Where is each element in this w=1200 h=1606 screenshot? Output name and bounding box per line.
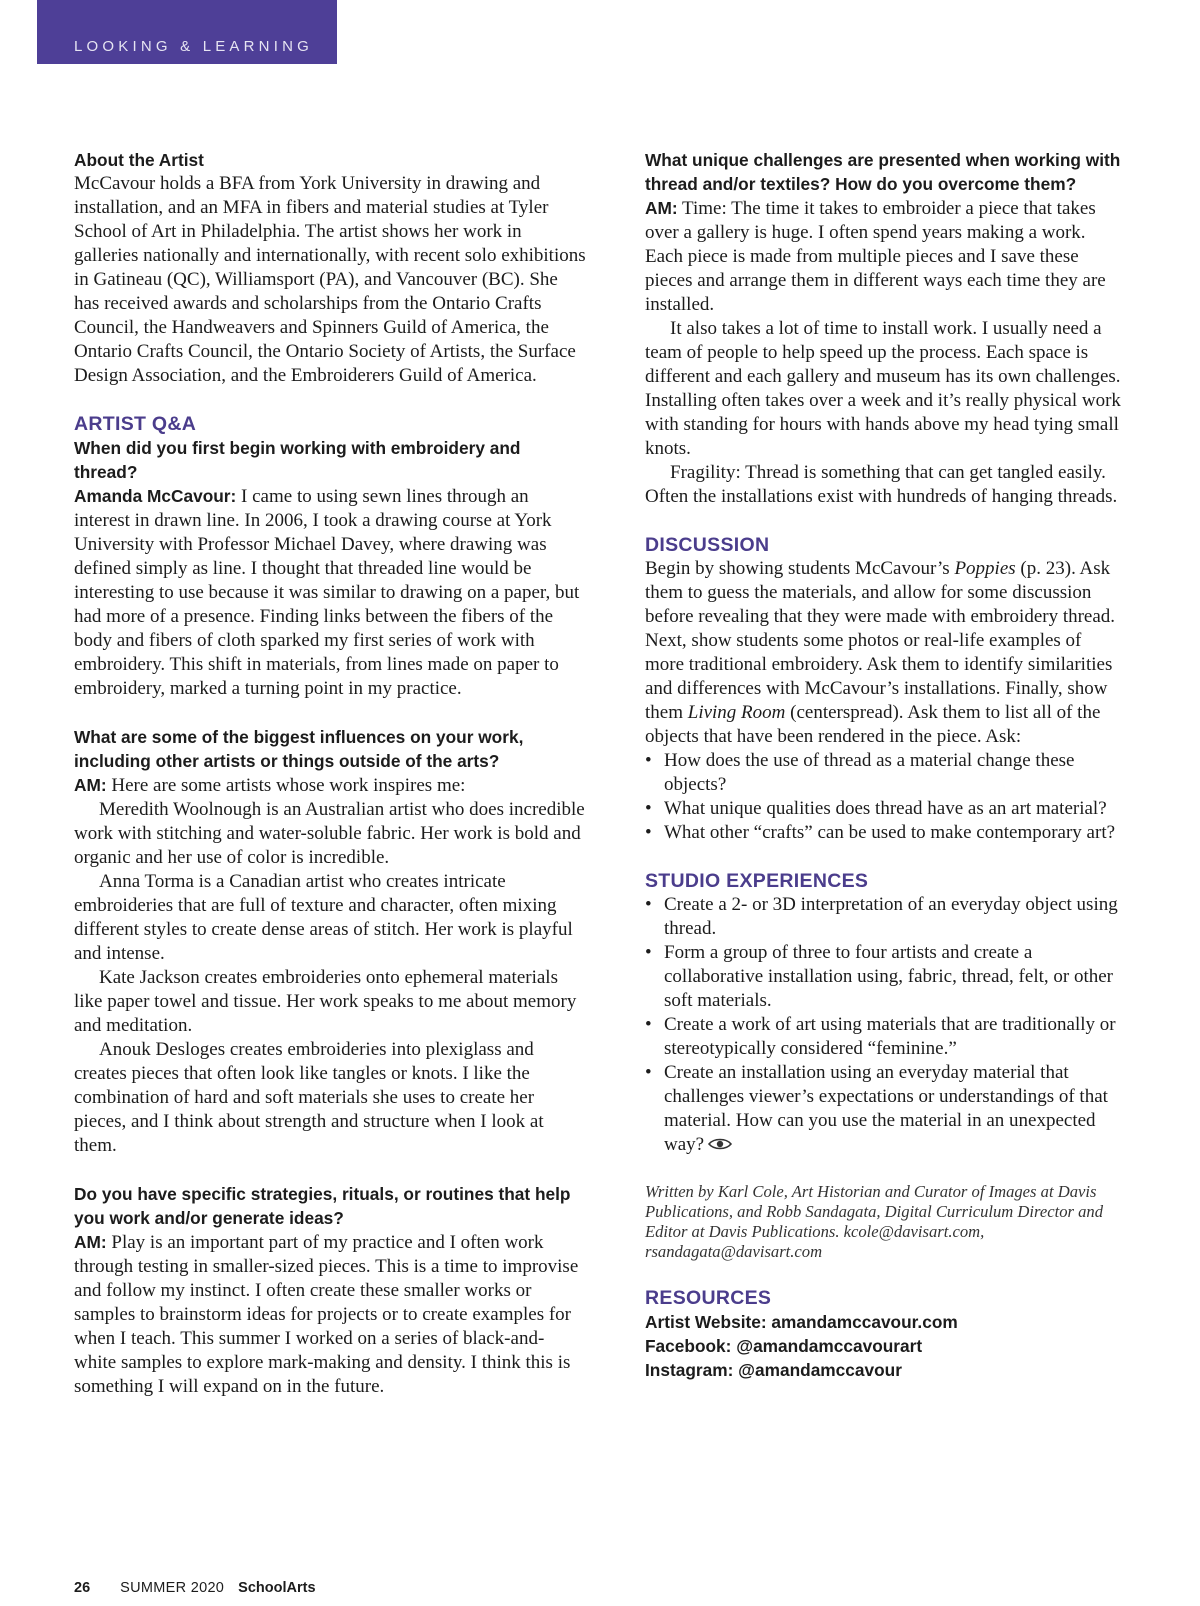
issue-label: SUMMER 2020 — [120, 1580, 225, 1596]
author-credits: Written by Karl Cole, Art Historian and Curator of Images at Davis Publications, and Robb Sandagata, Digital Curriculum Director and Editor at Davis Publications. kcole@davisart.com, rsandagata@davisart.com — [645, 1181, 1104, 1261]
discussion-intro-part: Begin by showing students McCavour’s — [645, 558, 955, 579]
q2-paragraph: Meredith Woolnough is an Australian artist who does incredible work with stitching and water-soluble fabric. Her work is bold and organic and her use of color is incredible. — [74, 799, 585, 868]
q3-speaker: AM: — [74, 1232, 107, 1252]
q4-answer — [645, 196, 1125, 317]
q4-speaker: AM: — [645, 198, 678, 218]
q1-speaker: Amanda McCavour: — [74, 486, 237, 506]
eye-icon — [708, 1134, 732, 1158]
about-text: McCavour holds a BFA from York University in drawing and installation, and an MFA in fibers and material studies at Tyler School of Art in Philadelphia. The artist shows her work in galleries nationally and internationally, with recent solo exhibitions in Gatineau (QC), Williamsport (PA), and Vancouver (BC). She has received awards and scholarships from the Ontario Crafts Council, the Handweavers and Spinners Guild of America, the Ontario Crafts Council, the Ontario Society of Artists, the Surface Design Association, and the Embroiderers Guild of America. — [74, 173, 586, 386]
resource-facebook[interactable]: Facebook: @amandamccavourart — [645, 1335, 923, 1356]
discussion-questions — [645, 749, 1125, 845]
list-item: • Create a 2- or 3D interpretation of an everyday object using thread. — [645, 893, 1125, 941]
q2-paragraph: Anouk Desloges creates embroideries into plexiglass and creates pieces that often look like tangles or knots. I like the combination of hard and soft materials she uses to create her pieces, and I think about strength and structure when I look at them. — [74, 1039, 544, 1156]
resource-instagram[interactable]: Instagram: @amandamccavour — [645, 1359, 902, 1380]
qa-heading: ARTIST Q&A — [74, 413, 197, 435]
artwork-title-living-room: Living Room — [687, 702, 786, 723]
page-number: 26 — [74, 1580, 91, 1596]
discussion-heading: DISCUSSION — [645, 534, 770, 556]
q4-answer-text: Time: The time it takes to embroider a piece that takes over a gallery is huge. I often spend years making a work. Each piece is made from multiple pieces and I save these pieces and arrange them in different ways each time they are installed. — [645, 198, 1106, 315]
discussion-intro — [645, 557, 1125, 749]
q1-answer — [74, 484, 586, 701]
about-heading: About the Artist — [74, 150, 204, 170]
studio-items — [645, 893, 1125, 1158]
magazine-name: SchoolArts — [238, 1580, 316, 1596]
q1-question: When did you first begin working with embroidery and thread? — [74, 438, 521, 482]
section-header-label: LOOKING & LEARNING — [74, 38, 313, 55]
q2-paragraph: Anna Torma is a Canadian artist who creates intricate embroideries that are full of texture and character, often mixing different styles to create dense areas of stitch. Her work is playful and intense. — [74, 871, 573, 964]
list-item: • What other “crafts” can be used to make contemporary art? — [645, 821, 1125, 845]
right-column — [645, 148, 1125, 1382]
resource-website[interactable]: Artist Website: amandamccavour.com — [645, 1311, 958, 1332]
list-item: • What unique qualities does thread have as an art material? — [645, 797, 1125, 821]
studio-heading: STUDIO EXPERIENCES — [645, 870, 869, 892]
q3-answer — [74, 1230, 586, 1399]
left-column — [74, 148, 586, 1399]
q1-answer-text: I came to using sewn lines through an interest in drawn line. In 2006, I took a drawing course at York University with Professor Michael Davey, where drawing was defined simply as line. I thought that threaded line would be interesting to use because it was similar to drawing on a paper, but had more of a presence. Finding links between the fibers of the body and fibers of cloth sparked my first series of work with embroidery. This shift in materials, from lines made on paper to embroidery, marked a turning point in my practice. — [74, 486, 580, 699]
list-item: • Create a work of art using materials that are traditionally or stereotypically considered “feminine.” — [645, 1013, 1125, 1061]
resources-heading: RESOURCES — [645, 1286, 772, 1309]
q2-answer-text: Here are some artists whose work inspires me: — [106, 775, 466, 796]
artwork-title-poppies: Poppies — [954, 558, 1016, 579]
q4-paragraph: Fragility: Thread is something that can get tangled easily. Often the installations exist with hundreds of hanging threads. — [645, 462, 1118, 507]
q2-question: What are some of the biggest influences on your work, including other artists or things outside of the arts? — [74, 727, 524, 771]
page-footer — [74, 1580, 316, 1596]
discussion-intro-part: (centerspread). Ask them to list all of the objects that have been rendered in the piece. Ask: — [645, 702, 1101, 747]
q2-answer — [74, 773, 586, 798]
section-header-tab — [37, 0, 337, 64]
q3-answer-text: Play is an important part of my practice and I often work through testing in smaller-sized pieces. This is a time to improvise and follow my instinct. I often create these smaller works or samples to brainstorm ideas for projects or to create examples for when I teach. This summer I worked on a series of black-and-white samples to explore mark-making and density. I think this is something I will expand on in the future. — [74, 1232, 579, 1397]
q2-speaker: AM: — [74, 775, 107, 795]
list-item: • Form a group of three to four artists and create a collaborative installation using, fabric, thread, felt, or other soft materials. — [645, 941, 1125, 1013]
list-item: • How does the use of thread as a material change these objects? — [645, 749, 1125, 797]
q4-paragraph: It also takes a lot of time to install work. I usually need a team of people to help speed up the process. Each space is different and each gallery and museum has its own challenges. Installing often takes over a week and it’s really physical work with standing for hours with hands above my head tying small knots. — [645, 318, 1121, 459]
discussion-intro-part: (p. 23). Ask them to guess the materials, and allow for some discussion before revealing that they were made with embroidery thread. Next, show students some photos or real-life examples of more traditional embroidery. Ask them to identify similarities and differences with McCavour’s installations. Finally, show them — [645, 558, 1116, 723]
studio-item-text: Create an installation using an everyday material that challenges viewer’s expectations or understandings of that material. How can you use the material in an unexpected way? — [664, 1062, 1108, 1155]
q3-question: Do you have specific strategies, rituals, or routines that help you work and/or generate ideas? — [74, 1184, 571, 1228]
list-item — [645, 1061, 1125, 1158]
q4-question: What unique challenges are presented when working with thread and/or textiles? How do you overcome them? — [645, 150, 1121, 194]
q2-paragraph: Kate Jackson creates embroideries onto ephemeral materials like paper towel and tissue. Her work speaks to me about memory and meditation. — [74, 967, 577, 1036]
